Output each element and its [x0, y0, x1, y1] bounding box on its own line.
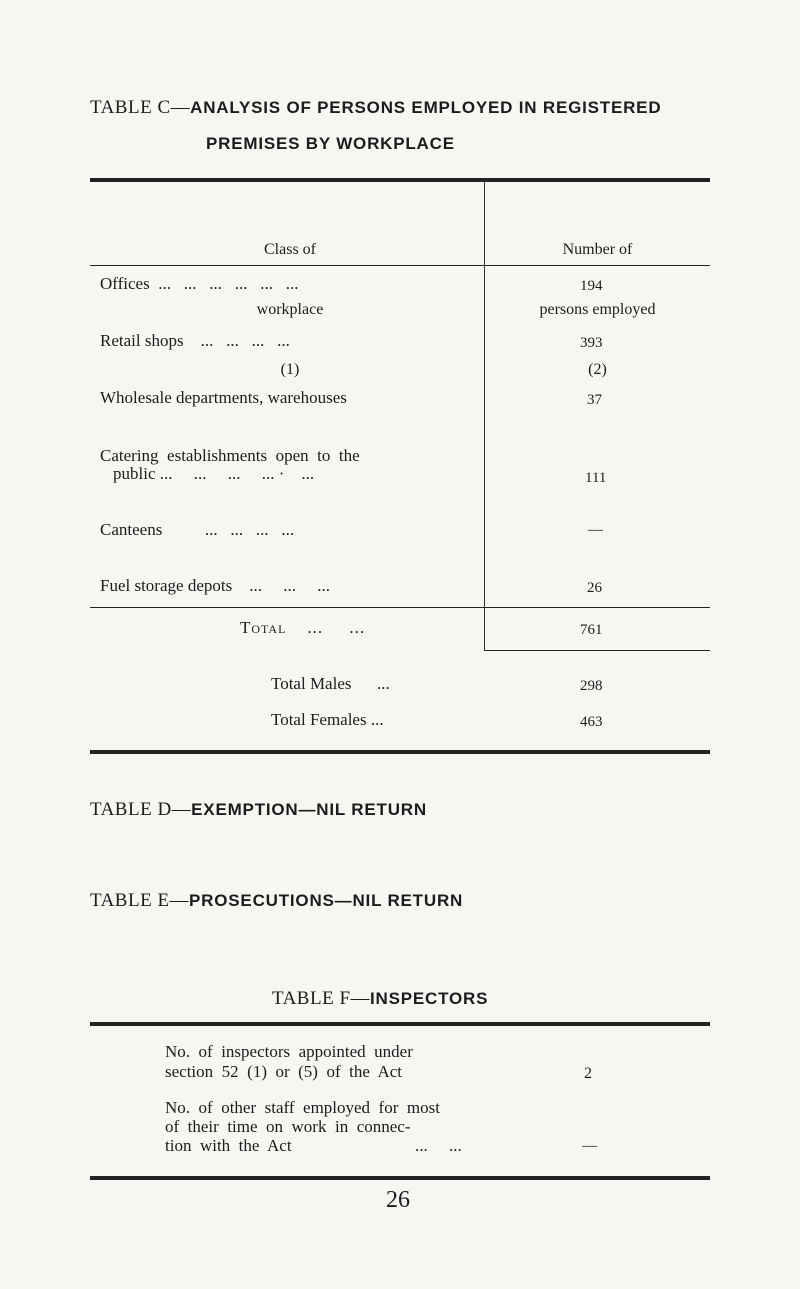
males-label: Total Males ... [271, 674, 390, 693]
table-c-title [90, 97, 661, 119]
table-d-bold: EXEMPTION—NIL RETURN [191, 800, 427, 819]
table-c-title-line2 [206, 133, 455, 155]
header-rule [90, 265, 710, 266]
total-top-rule [90, 607, 710, 608]
col1-header-line1: Class of [264, 241, 316, 258]
table-e-title [90, 890, 463, 912]
column-divider [484, 180, 485, 650]
row-wholesale-value: 37 [587, 392, 602, 408]
table-f-bold: INSPECTORS [370, 989, 489, 1008]
inspectors-value: 2 [584, 1065, 592, 1082]
table-f-title [272, 988, 488, 1010]
table-d-prefix: TABLE D— [90, 799, 192, 820]
other-staff-label-3: tion with the Act [165, 1136, 292, 1155]
other-staff-dots: ... ... [415, 1136, 462, 1155]
other-staff-label-1: No. of other staff employed for most [165, 1098, 440, 1117]
males-value: 298 [580, 678, 603, 694]
table-d-title [90, 799, 427, 821]
table-f-top-rule [90, 1022, 710, 1026]
col1-header-line3: (1) [280, 361, 300, 378]
page-number: 26 [386, 1187, 410, 1213]
table-c-title-prefix: TABLE C— [90, 97, 191, 118]
row-wholesale-label: Wholesale departments, warehouses [100, 388, 347, 407]
table-e-prefix: TABLE E— [90, 890, 190, 911]
table-c-title-bold: ANALYSIS OF PERSONS EMPLOYED IN REGISTERED [190, 98, 662, 117]
total-bottom-rule [484, 650, 710, 651]
inspectors-label-2: section 52 (1) or (5) of the Act [165, 1062, 402, 1081]
row-catering-label-1: Catering establishments open to the [100, 446, 360, 465]
total-label: Total ... ... [240, 618, 366, 637]
row-canteens-value: — [588, 522, 603, 538]
row-catering-label-2: public ... ... ... ... · ... [113, 464, 315, 483]
col1-header-line2: workplace [256, 301, 324, 318]
col2-header-line2: persons employed [539, 301, 656, 318]
row-offices-label: Offices ... ... ... ... ... ... [100, 274, 299, 293]
table-f-prefix: TABLE F— [272, 988, 371, 1009]
total-value: 761 [580, 622, 603, 638]
row-catering-value: 111 [585, 470, 607, 486]
table-e-bold: PROSECUTIONS—NIL RETURN [189, 891, 464, 910]
females-label: Total Females ... [271, 710, 384, 729]
other-staff-value: — [582, 1138, 597, 1154]
other-staff-label-2: of their time on work in connec- [165, 1117, 411, 1136]
row-retail-label: Retail shops ... ... ... ... [100, 331, 290, 350]
col1-header [200, 200, 380, 400]
table-c-title-bold-2: PREMISES BY WORKPLACE [206, 134, 455, 153]
col2-header [485, 200, 710, 400]
inspectors-label-1: No. of inspectors appointed under [165, 1042, 413, 1061]
row-canteens-label: Canteens ... ... ... ... [100, 520, 295, 539]
col2-header-line1: Number of [562, 241, 633, 258]
row-retail-value: 393 [580, 335, 603, 351]
row-offices-value: 194 [580, 278, 603, 294]
table-f-bottom-rule [90, 1176, 710, 1180]
females-value: 463 [580, 714, 603, 730]
row-fuel-value: 26 [587, 580, 602, 596]
table-c-bottom-rule [90, 750, 710, 754]
table-c-top-rule [90, 178, 710, 182]
col2-header-line3: (2) [588, 361, 607, 378]
row-fuel-label: Fuel storage depots ... ... ... [100, 576, 330, 595]
